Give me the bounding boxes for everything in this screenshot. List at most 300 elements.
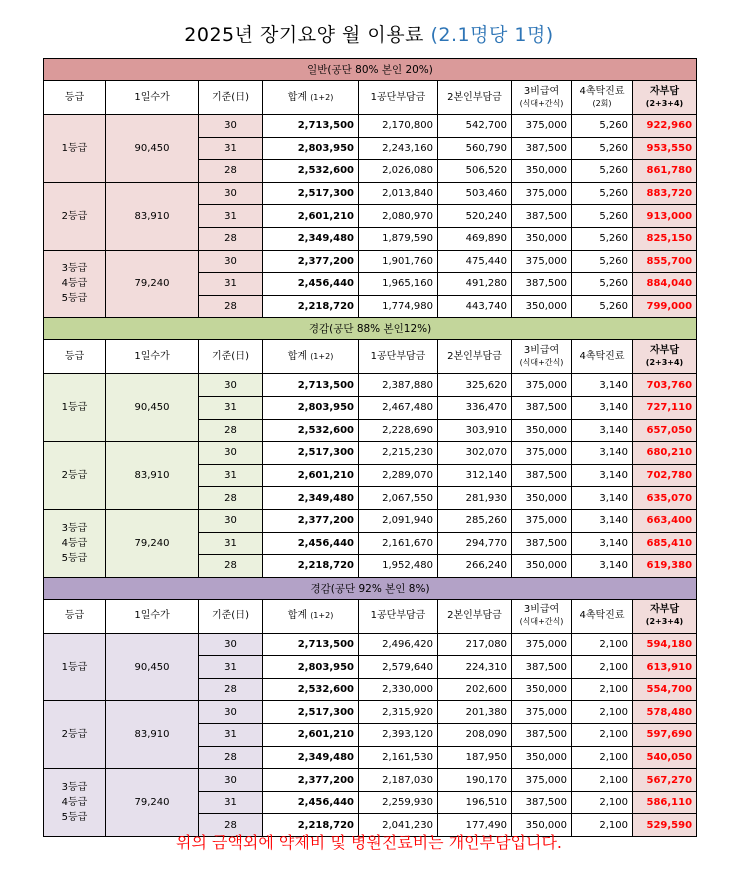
copay-cell: 554,700: [633, 678, 697, 701]
header-corp-label: 1공단부담금: [370, 350, 426, 362]
self-cell: 469,890: [438, 227, 512, 250]
days-cell: 28: [199, 227, 263, 250]
self-cell: 520,240: [438, 205, 512, 228]
grade-label: 5등급: [61, 812, 88, 824]
total-cell: 2,517,300: [263, 182, 359, 205]
copay-cell: 540,050: [633, 746, 697, 769]
header-noncover-sub: (식대+간식): [519, 98, 564, 108]
header-row: [44, 340, 697, 374]
days-cell: 28: [199, 814, 263, 837]
header-days: [199, 81, 263, 115]
page-title: [0, 20, 738, 47]
corp-cell: 2,228,690: [359, 419, 438, 442]
grade-label: 5등급: [61, 552, 88, 564]
header-self: [438, 81, 512, 115]
lesson-cell: 2,100: [572, 656, 633, 679]
noncover-cell: 387,500: [512, 205, 572, 228]
header-copay-sub: (2+3+4): [645, 98, 684, 108]
noncover-cell: 375,000: [512, 442, 572, 465]
header-noncover-label: 3비급여: [523, 85, 560, 97]
header-days: [199, 340, 263, 374]
noncover-cell: 350,000: [512, 555, 572, 578]
copay-cell: 799,000: [633, 295, 697, 318]
noncover-cell: 375,000: [512, 509, 572, 532]
self-cell: 266,240: [438, 555, 512, 578]
days-cell: 30: [199, 374, 263, 397]
total-cell: 2,532,600: [263, 160, 359, 183]
noncover-cell: 350,000: [512, 295, 572, 318]
days-cell: 28: [199, 419, 263, 442]
noncover-cell: 375,000: [512, 701, 572, 724]
header-grade-label: 등급: [64, 350, 85, 362]
total-cell: 2,532,600: [263, 678, 359, 701]
header-self-label: 2본인부담금: [447, 350, 502, 362]
total-cell: 2,349,480: [263, 227, 359, 250]
header-total-sub: (1+2): [310, 351, 334, 361]
corp-cell: 2,467,480: [359, 396, 438, 419]
header-grade: [44, 81, 106, 115]
total-cell: 2,713,500: [263, 115, 359, 138]
lesson-cell: 2,100: [572, 769, 633, 792]
total-cell: 2,349,480: [263, 746, 359, 769]
self-cell: 208,090: [438, 724, 512, 747]
corp-cell: 1,952,480: [359, 555, 438, 578]
table-row: [44, 633, 697, 656]
corp-cell: 2,013,840: [359, 182, 438, 205]
header-daily-fee: [106, 81, 199, 115]
copay-cell: 825,150: [633, 227, 697, 250]
corp-cell: 1,965,160: [359, 273, 438, 296]
copay-cell: 884,040: [633, 273, 697, 296]
section-title: 일반(공단 80% 본인 20%): [44, 59, 697, 81]
days-cell: 31: [199, 656, 263, 679]
total-cell: 2,713,500: [263, 633, 359, 656]
self-cell: 312,140: [438, 464, 512, 487]
daily-fee-cell: 79,240: [106, 769, 199, 837]
noncover-cell: 350,000: [512, 487, 572, 510]
daily-fee-cell: 79,240: [106, 509, 199, 577]
copay-cell: 680,210: [633, 442, 697, 465]
days-cell: 30: [199, 509, 263, 532]
self-cell: 202,600: [438, 678, 512, 701]
corp-cell: 2,187,030: [359, 769, 438, 792]
noncover-cell: 375,000: [512, 250, 572, 273]
lesson-cell: 5,260: [572, 250, 633, 273]
header-noncover: [512, 81, 572, 115]
corp-cell: 2,259,930: [359, 791, 438, 814]
noncover-cell: 350,000: [512, 678, 572, 701]
copay-cell: 663,400: [633, 509, 697, 532]
daily-fee-cell: 90,450: [106, 115, 199, 183]
lesson-cell: 2,100: [572, 701, 633, 724]
grade-label: 2등급: [61, 729, 88, 741]
corp-cell: 2,041,230: [359, 814, 438, 837]
grade-label: 5등급: [61, 293, 88, 305]
daily-fee-cell: 83,910: [106, 442, 199, 510]
footer-note: 위의 금액외에 약제비 및 병원진료비는 개인부담입니다.: [175, 833, 562, 852]
total-cell: 2,218,720: [263, 555, 359, 578]
grade-label: 2등급: [61, 210, 88, 222]
header-lesson: [572, 340, 633, 374]
self-cell: 196,510: [438, 791, 512, 814]
days-cell: 28: [199, 678, 263, 701]
total-cell: 2,456,440: [263, 532, 359, 555]
corp-cell: 2,393,120: [359, 724, 438, 747]
header-row: [44, 81, 697, 115]
section-title-row: [44, 318, 697, 340]
section-title-row: [44, 577, 697, 599]
grade-label: 2등급: [61, 470, 88, 482]
corp-cell: 2,091,940: [359, 509, 438, 532]
lesson-cell: 3,140: [572, 442, 633, 465]
days-cell: 28: [199, 746, 263, 769]
total-cell: 2,456,440: [263, 273, 359, 296]
corp-cell: 1,774,980: [359, 295, 438, 318]
copay-cell: 883,720: [633, 182, 697, 205]
lesson-cell: 3,140: [572, 374, 633, 397]
grade-label: 4등급: [61, 278, 88, 290]
fee-table: [43, 58, 697, 837]
corp-cell: 1,879,590: [359, 227, 438, 250]
self-cell: 217,080: [438, 633, 512, 656]
noncover-cell: 387,500: [512, 724, 572, 747]
header-daily-fee-label: 1일수가: [134, 91, 170, 103]
lesson-cell: 5,260: [572, 227, 633, 250]
daily-fee-cell: 79,240: [106, 250, 199, 318]
total-cell: 2,601,210: [263, 464, 359, 487]
lesson-cell: 5,260: [572, 295, 633, 318]
header-days-label: 기준(日): [211, 350, 250, 362]
daily-fee-cell: 83,910: [106, 701, 199, 769]
total-cell: 2,456,440: [263, 791, 359, 814]
days-cell: 30: [199, 182, 263, 205]
header-noncover-label: 3비급여: [523, 344, 560, 356]
grade-cell: [44, 250, 106, 318]
copay-cell: 635,070: [633, 487, 697, 510]
noncover-cell: 350,000: [512, 160, 572, 183]
lesson-cell: 3,140: [572, 509, 633, 532]
lesson-cell: 5,260: [572, 137, 633, 160]
header-copay-label: 자부담: [650, 604, 679, 616]
noncover-cell: 387,500: [512, 791, 572, 814]
lesson-cell: 3,140: [572, 555, 633, 578]
total-cell: 2,349,480: [263, 487, 359, 510]
total-cell: 2,601,210: [263, 205, 359, 228]
copay-cell: 861,780: [633, 160, 697, 183]
title-main: 2025년 장기요양 월 이용료: [184, 24, 424, 46]
corp-cell: 2,315,920: [359, 701, 438, 724]
lesson-cell: 2,100: [572, 633, 633, 656]
corp-cell: 2,067,550: [359, 487, 438, 510]
section-title-row: [44, 59, 697, 81]
lesson-cell: 3,140: [572, 532, 633, 555]
days-cell: 31: [199, 273, 263, 296]
title-sub: (2.1명당 1명): [430, 24, 554, 46]
corp-cell: 2,080,970: [359, 205, 438, 228]
total-cell: 2,377,200: [263, 250, 359, 273]
days-cell: 31: [199, 791, 263, 814]
noncover-cell: 350,000: [512, 419, 572, 442]
self-cell: 491,280: [438, 273, 512, 296]
grade-cell: [44, 633, 106, 701]
header-copay: [633, 599, 697, 633]
days-cell: 31: [199, 396, 263, 419]
header-noncover: [512, 340, 572, 374]
header-corp-label: 1공단부담금: [370, 91, 426, 103]
self-cell: 542,700: [438, 115, 512, 138]
grade-label: 1등급: [61, 142, 88, 154]
total-cell: 2,377,200: [263, 509, 359, 532]
total-cell: 2,517,300: [263, 701, 359, 724]
total-cell: 2,803,950: [263, 656, 359, 679]
daily-fee-cell: 90,450: [106, 633, 199, 701]
self-cell: 303,910: [438, 419, 512, 442]
self-cell: 281,930: [438, 487, 512, 510]
copay-cell: 702,780: [633, 464, 697, 487]
header-days-label: 기준(日): [211, 610, 250, 622]
lesson-cell: 2,100: [572, 746, 633, 769]
corp-cell: 2,161,670: [359, 532, 438, 555]
header-total-label: 합계: [287, 91, 307, 103]
days-cell: 28: [199, 160, 263, 183]
noncover-cell: 375,000: [512, 633, 572, 656]
grade-label: 3등급: [61, 782, 88, 794]
table-row: [44, 442, 697, 465]
grade-label: 1등급: [61, 402, 88, 414]
header-total-sub: (1+2): [310, 611, 334, 621]
self-cell: 336,470: [438, 396, 512, 419]
days-cell: 30: [199, 250, 263, 273]
header-copay: [633, 81, 697, 115]
days-cell: 31: [199, 724, 263, 747]
header-copay-label: 자부담: [650, 344, 679, 356]
copay-cell: 953,550: [633, 137, 697, 160]
header-copay-sub: (2+3+4): [645, 357, 684, 367]
days-cell: 28: [199, 487, 263, 510]
header-copay-label: 자부담: [650, 85, 679, 97]
self-cell: 443,740: [438, 295, 512, 318]
copay-cell: 578,480: [633, 701, 697, 724]
header-copay-sub: (2+3+4): [645, 617, 684, 627]
header-noncover-sub: (식대+간식): [519, 617, 564, 627]
header-lesson: [572, 81, 633, 115]
days-cell: 30: [199, 115, 263, 138]
header-noncover-label: 3비급여: [523, 604, 560, 616]
header-days: [199, 599, 263, 633]
noncover-cell: 375,000: [512, 374, 572, 397]
grade-cell: [44, 509, 106, 577]
days-cell: 28: [199, 555, 263, 578]
header-corp: [359, 340, 438, 374]
total-cell: 2,218,720: [263, 814, 359, 837]
total-cell: 2,803,950: [263, 396, 359, 419]
lesson-cell: 3,140: [572, 419, 633, 442]
header-row: [44, 599, 697, 633]
grade-label: 3등급: [61, 263, 88, 275]
header-daily-fee-label: 1일수가: [134, 610, 170, 622]
grade-cell: [44, 769, 106, 837]
table-row: [44, 182, 697, 205]
header-daily-fee: [106, 340, 199, 374]
table-row: [44, 701, 697, 724]
copay-cell: 586,110: [633, 791, 697, 814]
grade-cell: [44, 701, 106, 769]
self-cell: 475,440: [438, 250, 512, 273]
self-cell: 560,790: [438, 137, 512, 160]
self-cell: 177,490: [438, 814, 512, 837]
corp-cell: 2,579,640: [359, 656, 438, 679]
header-total-label: 합계: [287, 610, 307, 622]
header-lesson-label: 4촉탁진료: [579, 350, 625, 362]
header-noncover-sub: (식대+간식): [519, 357, 564, 367]
header-lesson: [572, 599, 633, 633]
noncover-cell: 387,500: [512, 656, 572, 679]
total-cell: 2,803,950: [263, 137, 359, 160]
table-row: [44, 374, 697, 397]
header-total-label: 합계: [287, 350, 307, 362]
noncover-cell: 350,000: [512, 746, 572, 769]
header-total: [263, 340, 359, 374]
header-copay: [633, 340, 697, 374]
table-row: [44, 115, 697, 138]
noncover-cell: 375,000: [512, 182, 572, 205]
copay-cell: 657,050: [633, 419, 697, 442]
total-cell: 2,713,500: [263, 374, 359, 397]
header-total: [263, 599, 359, 633]
total-cell: 2,601,210: [263, 724, 359, 747]
grade-label: 4등급: [61, 797, 88, 809]
header-corp-label: 1공단부담금: [370, 610, 426, 622]
copay-cell: 619,380: [633, 555, 697, 578]
days-cell: 30: [199, 633, 263, 656]
noncover-cell: 387,500: [512, 396, 572, 419]
table-row: [44, 509, 697, 532]
section-title: 경감(공단 92% 본인 8%): [44, 577, 697, 599]
copay-cell: 613,910: [633, 656, 697, 679]
lesson-cell: 5,260: [572, 273, 633, 296]
self-cell: 285,260: [438, 509, 512, 532]
self-cell: 302,070: [438, 442, 512, 465]
self-cell: 187,950: [438, 746, 512, 769]
copay-cell: 703,760: [633, 374, 697, 397]
lesson-cell: 3,140: [572, 396, 633, 419]
days-cell: 30: [199, 769, 263, 792]
header-noncover: [512, 599, 572, 633]
total-cell: 2,517,300: [263, 442, 359, 465]
header-grade: [44, 599, 106, 633]
noncover-cell: 350,000: [512, 814, 572, 837]
corp-cell: 2,289,070: [359, 464, 438, 487]
header-days-label: 기준(日): [211, 91, 250, 103]
grade-cell: [44, 182, 106, 250]
days-cell: 31: [199, 532, 263, 555]
header-total: [263, 81, 359, 115]
section-title: 경감(공단 88% 본인12%): [44, 318, 697, 340]
header-corp: [359, 81, 438, 115]
noncover-cell: 350,000: [512, 227, 572, 250]
copay-cell: 529,590: [633, 814, 697, 837]
header-lesson-label: 4촉탁진료: [579, 610, 625, 622]
self-cell: 294,770: [438, 532, 512, 555]
header-grade-label: 등급: [64, 91, 85, 103]
daily-fee-cell: 90,450: [106, 374, 199, 442]
daily-fee-cell: 83,910: [106, 182, 199, 250]
days-cell: 31: [199, 205, 263, 228]
lesson-cell: 2,100: [572, 678, 633, 701]
corp-cell: 2,243,160: [359, 137, 438, 160]
days-cell: 30: [199, 701, 263, 724]
days-cell: 28: [199, 295, 263, 318]
copay-cell: 922,960: [633, 115, 697, 138]
copay-cell: 855,700: [633, 250, 697, 273]
lesson-cell: 2,100: [572, 814, 633, 837]
table-row: [44, 769, 697, 792]
header-corp: [359, 599, 438, 633]
self-cell: 190,170: [438, 769, 512, 792]
grade-label: 4등급: [61, 537, 88, 549]
header-self-label: 2본인부담금: [447, 610, 502, 622]
copay-cell: 567,270: [633, 769, 697, 792]
noncover-cell: 387,500: [512, 532, 572, 555]
lesson-cell: 3,140: [572, 464, 633, 487]
lesson-cell: 3,140: [572, 487, 633, 510]
total-cell: 2,218,720: [263, 295, 359, 318]
copay-cell: 913,000: [633, 205, 697, 228]
noncover-cell: 375,000: [512, 769, 572, 792]
grade-label: 1등급: [61, 661, 88, 673]
corp-cell: 2,330,000: [359, 678, 438, 701]
self-cell: 325,620: [438, 374, 512, 397]
noncover-cell: 387,500: [512, 464, 572, 487]
grade-cell: [44, 115, 106, 183]
lesson-cell: 5,260: [572, 205, 633, 228]
corp-cell: 2,026,080: [359, 160, 438, 183]
corp-cell: 2,170,800: [359, 115, 438, 138]
noncover-cell: 375,000: [512, 115, 572, 138]
header-grade: [44, 340, 106, 374]
noncover-cell: 387,500: [512, 273, 572, 296]
corp-cell: 2,387,880: [359, 374, 438, 397]
self-cell: 201,380: [438, 701, 512, 724]
header-daily-fee: [106, 599, 199, 633]
total-cell: 2,532,600: [263, 419, 359, 442]
corp-cell: 2,496,420: [359, 633, 438, 656]
noncover-cell: 387,500: [512, 137, 572, 160]
copay-cell: 594,180: [633, 633, 697, 656]
grade-cell: [44, 442, 106, 510]
days-cell: 31: [199, 137, 263, 160]
corp-cell: 1,901,760: [359, 250, 438, 273]
lesson-cell: 2,100: [572, 791, 633, 814]
header-self-label: 2본인부담금: [447, 91, 502, 103]
grade-cell: [44, 374, 106, 442]
header-lesson-sub: (2회): [592, 98, 612, 108]
days-cell: 31: [199, 464, 263, 487]
copay-cell: 597,690: [633, 724, 697, 747]
grade-label: 3등급: [61, 522, 88, 534]
lesson-cell: 5,260: [572, 160, 633, 183]
header-grade-label: 등급: [64, 610, 85, 622]
table-row: [44, 250, 697, 273]
lesson-cell: 2,100: [572, 724, 633, 747]
corp-cell: 2,161,530: [359, 746, 438, 769]
lesson-cell: 5,260: [572, 115, 633, 138]
header-total-sub: (1+2): [310, 92, 334, 102]
header-daily-fee-label: 1일수가: [134, 350, 170, 362]
total-cell: 2,377,200: [263, 769, 359, 792]
self-cell: 224,310: [438, 656, 512, 679]
self-cell: 506,520: [438, 160, 512, 183]
